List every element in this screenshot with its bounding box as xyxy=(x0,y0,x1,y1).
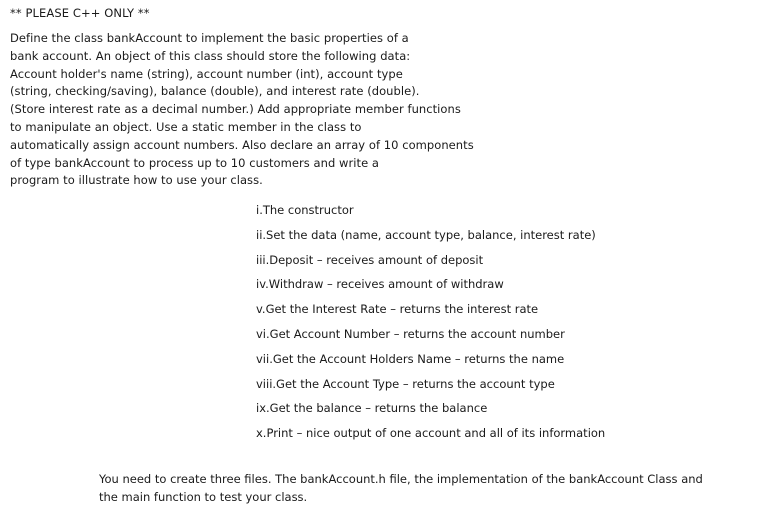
list-item: vii.Get the Account Holders Name – returns the name xyxy=(256,351,565,366)
member-function-list xyxy=(256,198,605,446)
list-item: ii.Set the data (name, account type, balance, interest rate) xyxy=(256,227,596,242)
paragraph-line: Define the class bankAccount to implement the basic properties of a xyxy=(10,31,409,45)
footer-line: the main function to test your class. xyxy=(99,490,308,504)
paragraph-line: program to illustrate how to use your class. xyxy=(10,173,263,188)
list-item: iii.Deposit – receives amount of deposit xyxy=(256,252,484,267)
paragraph-line: (string, checking/saving), balance (double), and interest rate (double). xyxy=(10,84,420,99)
list-item: viii.Get the Account Type – returns the account type xyxy=(256,376,555,391)
footer-line: You need to create three files. The bankAccount.h file, the implementation of the bankAccount Class and xyxy=(99,472,703,486)
list-item: x.Print – nice output of one account and all of its information xyxy=(256,426,606,441)
paragraph-line: to manipulate an object. Use a static member in the class to xyxy=(10,119,362,134)
paragraph-line: bank account. An object of this class should store the following data: xyxy=(10,48,411,63)
list-item: v.Get the Interest Rate – returns the interest rate xyxy=(256,302,539,317)
list-item: i.The constructor xyxy=(256,203,354,217)
paragraph-line: Account holder's name (string), account number (int), account type xyxy=(10,66,403,81)
assignment-description xyxy=(10,30,530,190)
paragraph-line: automatically assign account numbers. Also declare an array of 10 components xyxy=(10,137,474,152)
header-note: ** PLEASE C++ ONLY ** xyxy=(10,6,150,20)
list-item: vi.Get Account Number – returns the account number xyxy=(256,326,565,341)
file-instructions xyxy=(99,470,703,506)
list-item: ix.Get the balance – returns the balance xyxy=(256,401,488,416)
paragraph-line: of type bankAccount to process up to 10 customers and write a xyxy=(10,155,380,170)
list-item: iv.Withdraw – receives amount of withdraw xyxy=(256,277,504,292)
paragraph-line: (Store interest rate as a decimal number.) Add appropriate member functions xyxy=(10,102,461,117)
